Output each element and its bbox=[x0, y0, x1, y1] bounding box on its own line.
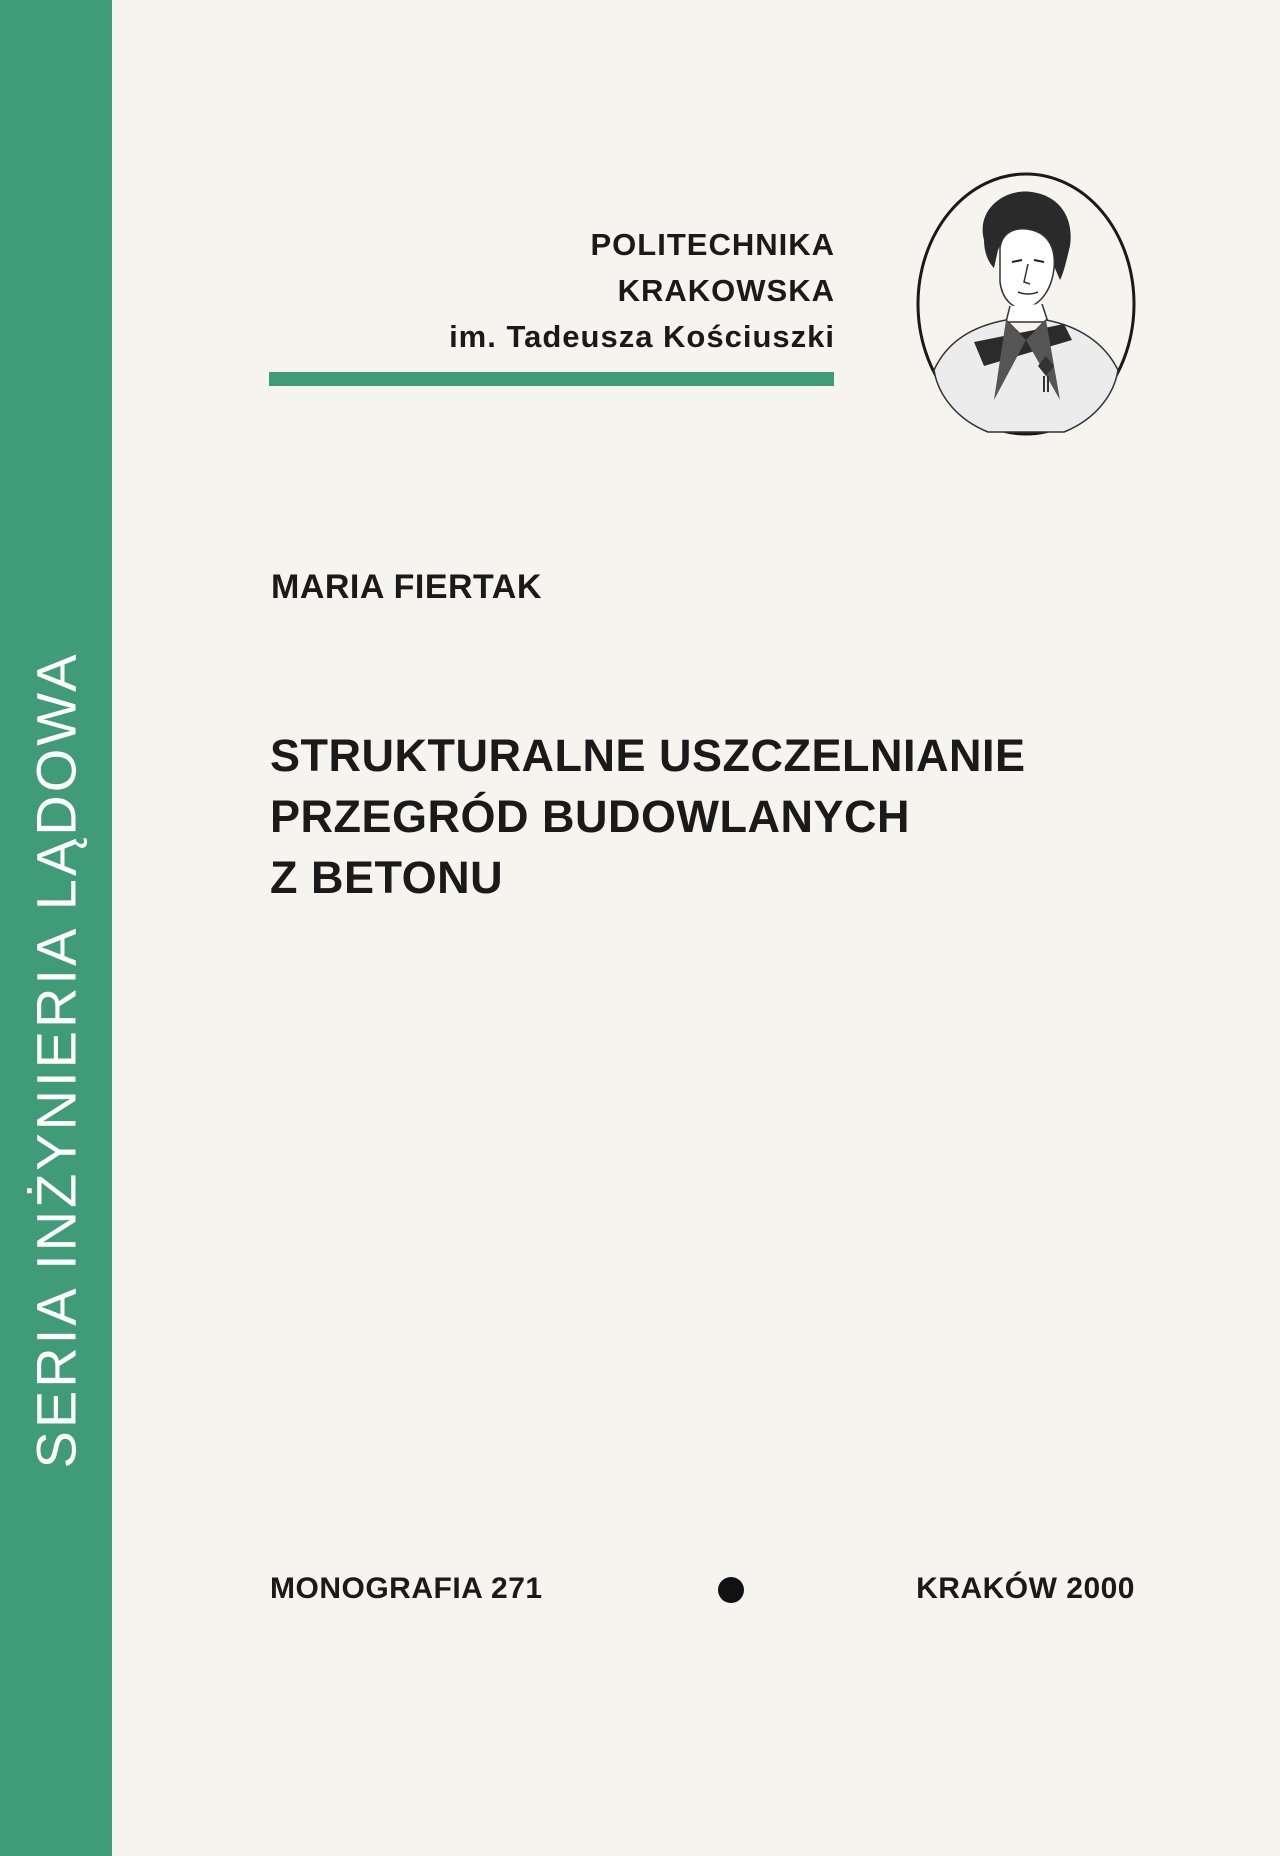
green-divider-rule bbox=[269, 372, 834, 386]
title-line-3: Z BETONU bbox=[270, 852, 504, 903]
title-line-2: PRZEGRÓD BUDOWLANYCH bbox=[270, 791, 910, 842]
series-title: SERIA INŻYNIERIA LĄDOWA bbox=[24, 651, 88, 1469]
institution-line-3: im. Tadeusza Kościuszki bbox=[449, 319, 835, 354]
institution-name bbox=[449, 222, 835, 360]
monograph-number: MONOGRAFIA 271 bbox=[270, 1572, 543, 1605]
green-spine-band bbox=[0, 0, 112, 1856]
portrait-medallion-icon bbox=[914, 170, 1138, 438]
place-and-year: KRAKÓW 2000 bbox=[916, 1572, 1135, 1605]
title-line-1: STRUKTURALNE USZCZELNIANIE bbox=[270, 730, 1026, 781]
book-title bbox=[270, 725, 1025, 908]
bullet-separator bbox=[718, 1577, 744, 1603]
institution-line-2: KRAKOWSKA bbox=[617, 273, 835, 308]
author-name: MARIA FIERTAK bbox=[271, 568, 542, 606]
institution-line-1: POLITECHNIKA bbox=[590, 227, 835, 262]
